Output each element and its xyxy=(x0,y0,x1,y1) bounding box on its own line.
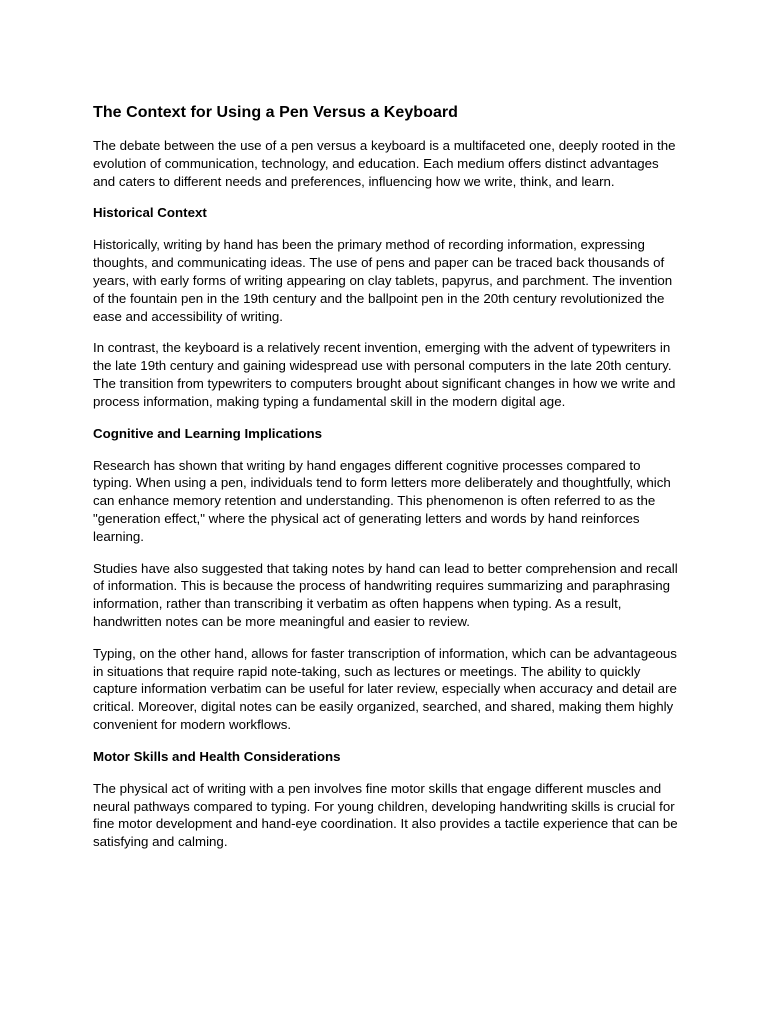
cognitive-paragraph-2: Studies have also suggested that taking notes by hand can lead to better comprehension and recall of information. This is because the process of handwriting requires summarizing and paraphrasing information, rather than transcribing it verbatim as often happens when typing. As a result, handwritten notes can be more meaningful and easier to review. xyxy=(93,560,678,629)
section-heading-motor-skills-health: Motor Skills and Health Considerations xyxy=(93,748,341,764)
historical-paragraph-2: In contrast, the keyboard is a relatively recent invention, emerging with the advent of typewriters in the late 19th century and gaining widespread use with personal computers in the late 20th century. The transition from typewriters to computers brought about significant changes in how we write and process information, making typing a fundamental skill in the modern digital age. xyxy=(93,340,676,409)
cognitive-paragraph-3: Typing, on the other hand, allows for faster transcription of information, which can be advantageous in situations that require rapid note-taking, such as lectures or meetings. The ability to quickly capture information verbatim can be useful for later review, especially when accuracy and detail are critical. Moreover, digital notes can be easily organized, searched, and shared, making them highly convenient for modern workflows. xyxy=(93,645,677,732)
document-page xyxy=(93,103,678,865)
intro-paragraph: The debate between the use of a pen versus a keyboard is a multifaceted one, deeply rooted in the evolution of communication, technology, and education. Each medium offers distinct advantages and caters to different needs and preferences, influencing how we write, think, and learn. xyxy=(93,138,676,189)
historical-paragraph-1: Historically, writing by hand has been the primary method of recording information, expressing thoughts, and communicating ideas. The use of pens and paper can be traced back thousands of years, with early forms of writing appearing on clay tablets, papyrus, and parchment. The invention of the fountain pen in the 19th century and the ballpoint pen in the 20th century revolutionized the ease and accessibility of writing. xyxy=(93,237,673,324)
document-title: The Context for Using a Pen Versus a Keyboard xyxy=(93,104,459,121)
cognitive-paragraph-1: Research has shown that writing by hand engages different cognitive processes compared to typing. When using a pen, individuals tend to form letters more deliberately and thoughtfully, which can enhance memory retention and understanding. This phenomenon is often referred to as the "generation effect," where the physical act of generating letters and words by hand reinforces learning. xyxy=(93,457,671,544)
section-heading-cognitive-learning: Cognitive and Learning Implications xyxy=(93,425,323,441)
section-heading-historical-context: Historical Context xyxy=(93,205,207,221)
motor-skills-paragraph-1: The physical act of writing with a pen involves fine motor skills that engage different muscles and neural pathways compared to typing. For young children, developing handwriting skills is crucial for fine motor development and hand-eye coordination. It also provides a tactile experience that can be satisfying and calming. xyxy=(93,780,678,850)
